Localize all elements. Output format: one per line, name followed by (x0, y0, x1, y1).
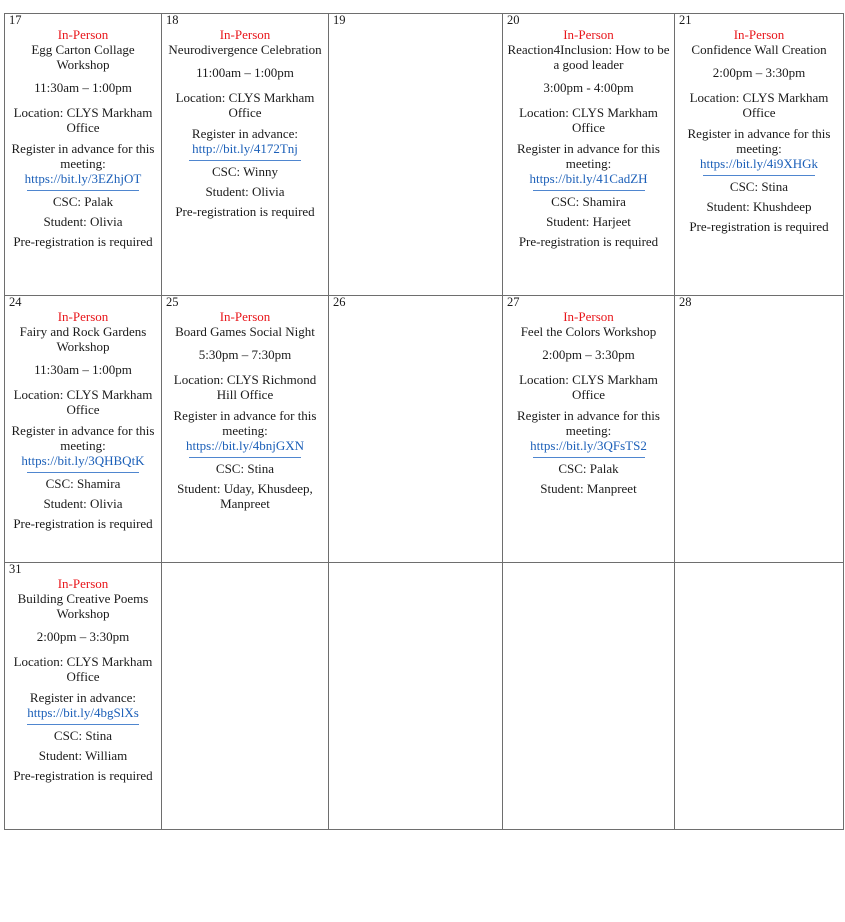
event-location: Location: CLYS Markham Office (519, 105, 658, 135)
link-underline-divider (703, 175, 815, 176)
event-type-label: In-Person (219, 309, 271, 324)
register-instructions: Register in advance: (191, 126, 299, 141)
student-name: Student: William (38, 748, 128, 763)
event-block (7, 577, 159, 783)
csc-name: CSC: Palak (52, 194, 114, 209)
student-name: Student: Olivia (205, 184, 285, 199)
day-number: 17 (9, 13, 22, 27)
event-type-label: In-Person (563, 309, 614, 324)
day-number (331, 563, 500, 576)
csc-name: CSC: Stina (53, 728, 113, 743)
link-underline-divider (533, 457, 645, 458)
registration-link[interactable]: https://bit.ly/3QFsTS2 (530, 438, 647, 453)
event-type-label: In-Person (57, 27, 109, 42)
student-name: Student: Khushdeep (706, 199, 812, 214)
event-time: 11:00am – 1:00pm (196, 65, 294, 80)
day-cell-content (329, 14, 502, 295)
day-cell-content (675, 296, 843, 562)
day-cell-content (162, 296, 328, 562)
day-number: 25 (166, 295, 179, 309)
day-number (505, 563, 672, 576)
csc-name: CSC: Palak (558, 461, 619, 476)
link-underline-divider (533, 190, 645, 191)
preregistration-note: Pre-registration is required (13, 768, 153, 783)
event-title: Neurodivergence Celebration (168, 42, 322, 57)
registration-link[interactable]: http://bit.ly/4172Tnj (192, 141, 298, 156)
day-number: 26 (333, 295, 346, 309)
event-location: Location: CLYS Richmond Hill Office (173, 372, 317, 402)
event-time: 5:30pm – 7:30pm (198, 347, 292, 362)
calendar-week-row (5, 563, 844, 830)
day-cell-content (675, 14, 843, 295)
csc-name: CSC: Stina (215, 461, 275, 476)
event-location: Location: CLYS Markham Office (13, 654, 153, 684)
calendar-day-cell (329, 296, 503, 563)
event-title: Fairy and Rock Gardens Workshop (19, 324, 147, 354)
register-instructions: Register in advance for this meeting: (517, 141, 660, 171)
day-cell-content (329, 296, 502, 562)
event-time: 3:00pm - 4:00pm (543, 80, 634, 95)
event-title: Egg Carton Collage Workshop (31, 42, 135, 72)
day-number: 20 (507, 13, 520, 27)
calendar-day-cell (329, 563, 503, 830)
day-cell-content (162, 14, 328, 295)
preregistration-note: Pre-registration is required (518, 234, 659, 249)
event-location: Location: CLYS Markham Office (689, 90, 829, 120)
event-time: 2:00pm – 3:30pm (712, 65, 806, 80)
register-instructions: Register in advance for this meeting: (517, 408, 660, 438)
csc-name: CSC: Shamira (551, 194, 626, 209)
day-number: 18 (166, 13, 179, 27)
event-time: 11:30am – 1:00pm (34, 80, 132, 95)
event-time: 2:00pm – 3:30pm (36, 629, 130, 644)
registration-link[interactable]: https://bit.ly/4i9XHGk (699, 156, 819, 171)
registration-link[interactable]: https://bit.ly/3QHBQtK (21, 453, 145, 468)
registration-link[interactable]: https://bit.ly/3EZhjOT (24, 171, 142, 186)
preregistration-note: Pre-registration is required (175, 204, 315, 219)
link-underline-divider (27, 472, 139, 473)
calendar-day-cell (503, 563, 675, 830)
registration-link[interactable]: https://bit.ly/41CadZH (529, 171, 648, 186)
register-instructions: Register in advance for this meeting: (11, 141, 155, 171)
event-title: Confidence Wall Creation (691, 42, 827, 57)
event-block (7, 28, 159, 249)
student-name: Student: Olivia (43, 496, 123, 511)
event-block (505, 28, 672, 249)
event-time: 2:00pm – 3:30pm (542, 347, 635, 362)
register-instructions: Register in advance for this meeting: (173, 408, 317, 438)
calendar-day-cell (675, 14, 844, 296)
calendar-day-cell (5, 296, 162, 563)
event-type-label: In-Person (57, 309, 109, 324)
csc-name: CSC: Winny (211, 164, 279, 179)
link-underline-divider (189, 457, 301, 458)
day-cell-content (5, 563, 161, 829)
day-number: 31 (9, 562, 22, 576)
event-location: Location: CLYS Markham Office (13, 387, 153, 417)
event-location: Location: CLYS Markham Office (519, 372, 658, 402)
day-cell-content (162, 563, 328, 829)
link-underline-divider (27, 190, 139, 191)
event-type-label: In-Person (733, 27, 785, 42)
preregistration-note: Pre-registration is required (689, 219, 829, 234)
calendar-day-cell (503, 296, 675, 563)
register-instructions: Register in advance: (29, 690, 137, 705)
student-name: Student: Uday, Khusdeep, Manpreet (177, 481, 313, 511)
calendar-grid (4, 13, 844, 830)
day-number (164, 563, 326, 576)
calendar-day-cell (162, 14, 329, 296)
preregistration-note: Pre-registration is required (13, 516, 153, 531)
day-cell-content (5, 14, 161, 295)
calendar-day-cell (675, 296, 844, 563)
event-block (164, 310, 326, 511)
day-number: 19 (333, 13, 346, 27)
event-block (677, 28, 841, 234)
day-cell-content (5, 296, 161, 562)
register-instructions: Register in advance for this meeting: (687, 126, 831, 156)
event-time: 11:30am – 1:00pm (34, 362, 132, 377)
event-title: Building Creative Poems Workshop (17, 591, 149, 621)
event-block (164, 28, 326, 219)
calendar-day-cell (162, 296, 329, 563)
calendar-week-row (5, 14, 844, 296)
registration-link[interactable]: https://bit.ly/4bgSlXs (27, 705, 139, 720)
day-number: 24 (9, 295, 22, 309)
day-number: 28 (679, 295, 692, 309)
calendar-day-cell (5, 563, 162, 830)
calendar-day-cell (5, 14, 162, 296)
event-type-label: In-Person (563, 27, 614, 42)
register-instructions: Register in advance for this meeting: (11, 423, 155, 453)
day-cell-content (503, 14, 674, 295)
student-name: Student: Harjeet (546, 214, 631, 229)
link-underline-divider (27, 724, 139, 725)
calendar-day-cell (329, 14, 503, 296)
link-underline-divider (189, 160, 301, 161)
calendar-body (5, 14, 844, 830)
event-block (505, 310, 672, 496)
day-cell-content (503, 563, 674, 829)
student-name: Student: Olivia (43, 214, 123, 229)
event-type-label: In-Person (219, 27, 271, 42)
day-number: 27 (507, 295, 520, 309)
event-type-label: In-Person (57, 576, 109, 591)
event-block (7, 310, 159, 531)
student-name: Student: Manpreet (540, 481, 637, 496)
registration-link[interactable]: https://bit.ly/4bnjGXN (185, 438, 305, 453)
calendar-day-cell (675, 563, 844, 830)
calendar-week-row (5, 296, 844, 563)
calendar-day-cell (503, 14, 675, 296)
day-cell-content (329, 563, 502, 829)
day-cell-content (503, 296, 674, 562)
preregistration-note: Pre-registration is required (13, 234, 153, 249)
day-number (677, 563, 841, 576)
day-number: 21 (679, 13, 692, 27)
event-title: Feel the Colors Workshop (520, 324, 657, 339)
csc-name: CSC: Stina (729, 179, 789, 194)
event-location: Location: CLYS Markham Office (175, 90, 315, 120)
calendar-day-cell (162, 563, 329, 830)
day-cell-content (675, 563, 843, 829)
event-title: Reaction4Inclusion: How to be a good leader (507, 42, 670, 72)
csc-name: CSC: Shamira (45, 476, 121, 491)
event-title: Board Games Social Night (175, 324, 315, 339)
event-location: Location: CLYS Markham Office (13, 105, 153, 135)
